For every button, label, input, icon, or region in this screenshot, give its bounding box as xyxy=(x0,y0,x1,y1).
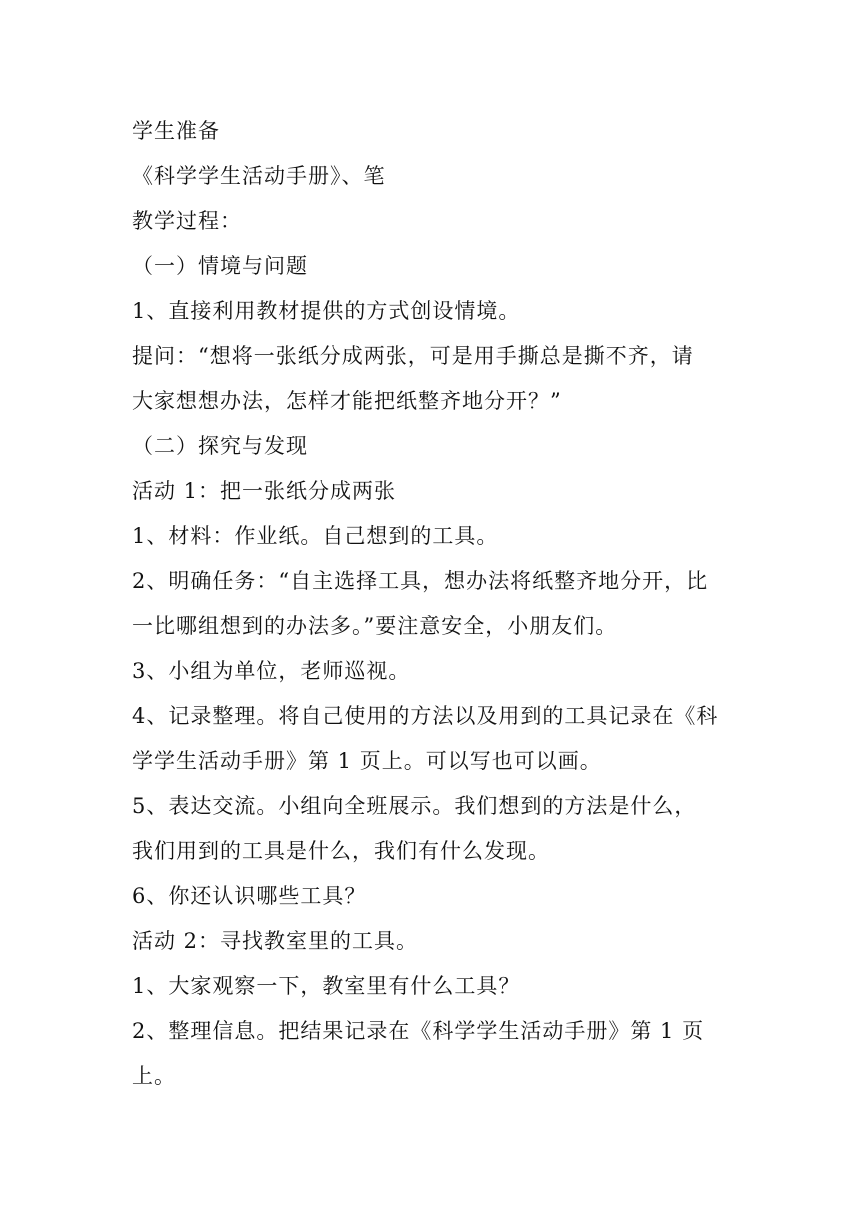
activity-heading-2: 活动 2：寻找教室里的工具。 xyxy=(132,929,419,953)
text-line: 1、材料：作业纸。自己想到的工具。 xyxy=(132,524,499,548)
text-line: 我们用到的工具是什么，我们有什么发现。 xyxy=(132,839,550,863)
text-line: 提问：“想将一张纸分成两张，可是用手撕总是撕不齐，请 xyxy=(132,344,694,368)
text-line: 2、整理信息。把结果记录在《科学学生活动手册》第 1 页 xyxy=(132,1019,705,1043)
text-line: 4、记录整理。将自己使用的方法以及用到的工具记录在《科 xyxy=(132,704,719,728)
activity-heading-1: 活动 1：把一张纸分成两张 xyxy=(132,479,397,503)
text-line: 3、小组为单位，老师巡视。 xyxy=(132,659,411,683)
text-line: 《科学学生活动手册》、笔 xyxy=(132,164,386,188)
text-line: 一比哪组想到的办法多。”要注意安全，小朋友们。 xyxy=(132,614,618,638)
text-line: 上。 xyxy=(132,1064,176,1088)
subsection-heading-situation: （一）情境与问题 xyxy=(132,254,308,278)
text-line: 1、大家观察一下，教室里有什么工具？ xyxy=(132,974,521,998)
text-line: 6、你还认识哪些工具？ xyxy=(132,884,367,908)
text-line: 2、明确任务：“自主选择工具，想办法将纸整齐地分开，比 xyxy=(132,569,709,593)
text-line: 1、直接利用教材提供的方式创设情境。 xyxy=(132,299,521,323)
text-line: 大家想想办法，怎样才能把纸整齐地分开？” xyxy=(132,389,562,413)
text-line: 学学生活动手册》第 1 页上。可以写也可以画。 xyxy=(132,749,602,773)
document-body xyxy=(132,109,732,1099)
subsection-heading-explore: （二）探究与发现 xyxy=(132,434,308,458)
section-heading-teaching-process: 教学过程： xyxy=(132,209,242,233)
section-heading-student-prep: 学生准备 xyxy=(132,119,220,143)
text-line: 5、表达交流。小组向全班展示。我们想到的方法是什么， xyxy=(132,794,697,818)
